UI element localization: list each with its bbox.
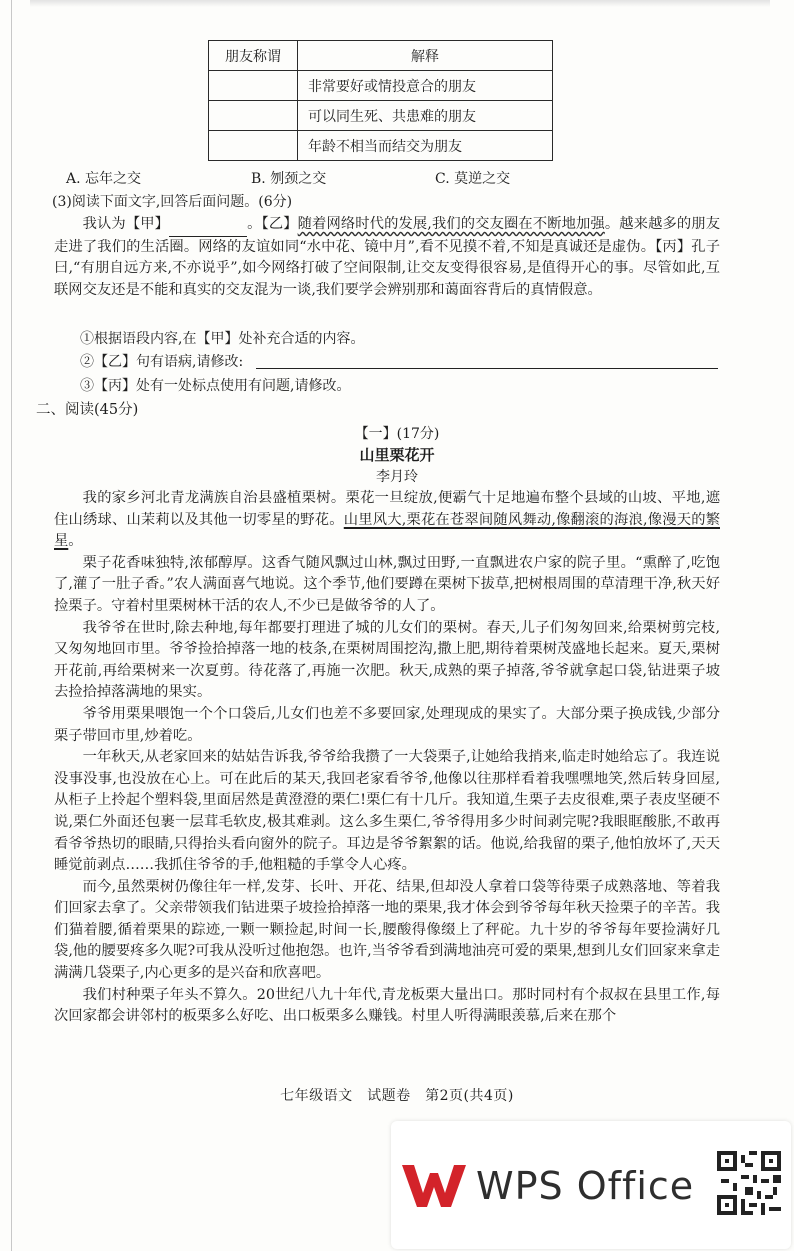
essay-paragraph	[54, 488, 720, 553]
answer-line-2[interactable]	[256, 368, 718, 369]
essay-paragraph: 一年秋天,从老家回来的姑姑告诉我,爷爷给我攒了一大袋栗子,让她给我捎来,临走时她给忘了。我连说没事没事,也没放在心上。可在此后的某天,我回老家看爷爷,他像以往那样看着我嘿嘿地笑,然后转身回屋,从柜子上拎起个塑料袋,里面居然是黄澄澄的栗仁!栗仁有十几斤。我知道,生栗子去皮很难,栗子表皮坚硬不说,栗仁外面还包裹一层茸毛软皮,极其难剥。这么多生栗仁,爷爷得用多少时间剥完呢?我眼眶酸胀,不敢再看爷爷热切的眼睛,只得抬头看向窗外的院子。耳边是爷爷絮絮的话。他说,给我留的栗子,他怕放坏了,天天睡觉前剥点……我抓住爷爷的手,他粗糙的手掌令人心疼。	[54, 749, 720, 874]
passage-start: 我认为【甲】	[82, 216, 170, 232]
table-row	[209, 101, 553, 131]
question-3-heading: (3)阅读下面文字,回答后面问题。(6分)	[52, 194, 293, 210]
essay-p1-start: 我的家乡河北青龙满族自治县盛植栗树。栗花一旦绽放,便霸气十足地遍布整个县域的山坡、平地,遮住山绣球、山茉莉以及其他一切零星的野花。	[54, 490, 720, 528]
table-row	[209, 131, 553, 161]
table-header-row	[209, 41, 553, 71]
passage-mid: 。【乙】	[247, 216, 298, 232]
reading-passage	[54, 214, 720, 301]
page-edge-line	[11, 0, 12, 1251]
essay-paragraph: 爷爷用栗果喂饱一个个口袋后,儿女们也差不多要回家,处理现成的果实了。大部分栗子换成钱,少部分栗子带回市里,炒着吃。	[54, 705, 720, 744]
sub-question-1: ①根据语段内容,在【甲】处补充合适的内容。	[80, 331, 365, 347]
friend-terms-table	[208, 40, 553, 161]
wps-logo-icon	[399, 1159, 469, 1213]
table-cell-term[interactable]	[209, 101, 298, 131]
table-cell-meaning: 年龄不相当而结交为朋友	[298, 131, 553, 161]
page-top-shadow	[30, 0, 770, 7]
wps-brand-text: WPS Office	[476, 1164, 695, 1208]
essay-paragraph: 栗子花香味独特,浓郁醇厚。这香气随风飘过山林,飘过田野,一直飘进农户家的院子里。“熏醉了,吃饱了,灌了一肚子香。”农人满面喜气地说。这个季节,他们要蹲在栗树下拔草,把树根周围的草清理干净,秋天好捡栗子。守着村里栗树林干活的农人,不少已是做爷爷的人了。	[54, 554, 720, 614]
sub-question-3: ③【丙】处有一处标点使用有问题,请修改。	[80, 378, 351, 394]
sub-question-2: ②【乙】句有语病,请修改:	[80, 354, 244, 370]
essay-paragraph: 我爷爷在世时,除去种地,每年都要打理进了城的儿女们的栗树。春天,儿子们匆匆回来,给栗树剪完枝,又匆匆地回市里。爷爷捡拾掉落一地的枝条,在栗树周围挖沟,撒上肥,期待着栗树茂盛地长起来。夏天,栗树开花前,再给栗树来一次夏剪。待花落了,再施一次肥。秋天,成熟的栗子掉落,爷爷就拿起口袋,钻进栗子坡去捡拾掉落满地的果实。	[54, 619, 720, 701]
essay-p1-underlined: 山里风大,栗花在苍翠间随风舞动,像翻滚的海浪,像漫天的繁星	[54, 511, 720, 550]
passage-wavy-sentence: 随着网络时代的发展,我们的交友圈在不断地加强	[297, 216, 605, 232]
section-title: 二、阅读(45分)	[36, 402, 139, 418]
essay-body	[54, 488, 720, 1028]
passage-rest: 。越来越多的朋友走进了我们的生活圈。网络的友谊如同“水中花、镜中月”,看不见摸不着,不知是真诚还是虚伪。【丙】孔子曰,“有朋自远方来,不亦说乎”,如今网络打破了空间限制,让交友变得很容易,是值得开心的事。尽管如此,互联网交友还是不能和真实的交友混为一谈,我们要学会辨别那和蔼面容背后的真情假意。	[54, 216, 721, 298]
table-cell-term[interactable]	[209, 131, 298, 161]
table-header-term: 朋友称谓	[209, 41, 298, 71]
table-row	[209, 71, 553, 101]
page-footer: 七年级语文 试题卷 第2页(共4页)	[280, 1088, 514, 1104]
essay-author: 李月玲	[376, 469, 418, 485]
part-title: 【一】(17分)	[354, 426, 440, 442]
option-b: B. 刎颈之交	[251, 171, 327, 187]
table-header-meaning: 解释	[298, 41, 553, 71]
qr-code-icon	[717, 1151, 781, 1215]
wps-office-watermark[interactable]	[391, 1121, 791, 1249]
essay-p1-end: 。	[68, 533, 83, 550]
table-cell-term[interactable]	[209, 71, 298, 101]
table-cell-meaning: 非常要好或情投意合的朋友	[298, 71, 553, 101]
option-a: A. 忘年之交	[66, 171, 142, 187]
blank-jia[interactable]	[169, 214, 247, 237]
table-cell-meaning: 可以同生死、共患难的朋友	[298, 101, 553, 131]
essay-paragraph: 而今,虽然栗树仍像往年一样,发芽、长叶、开花、结果,但却没人拿着口袋等待栗子成熟落地、等着我们回家去拿了。父亲带领我们钻进栗子坡捡拾掉落一地的栗果,我才体会到爷爷每年秋天捡栗子的辛苦。我们猫着腰,循着栗果的踪迹,一颗一颗捡起,时间一长,腰酸得像缀上了秤砣。九十岁的爷爷每年要捡满好几袋,他的腰要疼多久呢?可我从没听过他抱怨。也许,当爷爷看到满地油亮可爱的栗果,想到儿女们回家来拿走满满几袋栗子,内心更多的是兴奋和欣喜吧。	[54, 878, 720, 982]
essay-title: 山里栗花开	[359, 446, 435, 464]
essay-paragraph: 我们村种栗子年头不算久。20世纪八九十年代,青龙板栗大量出口。那时同村有个叔叔在县里工作,每次回家都会讲邻村的板栗多么好吃、出口板栗多么赚钱。村里人听得满眼羡慕,后来在那个	[54, 986, 720, 1025]
option-c: C. 莫逆之交	[435, 171, 511, 187]
